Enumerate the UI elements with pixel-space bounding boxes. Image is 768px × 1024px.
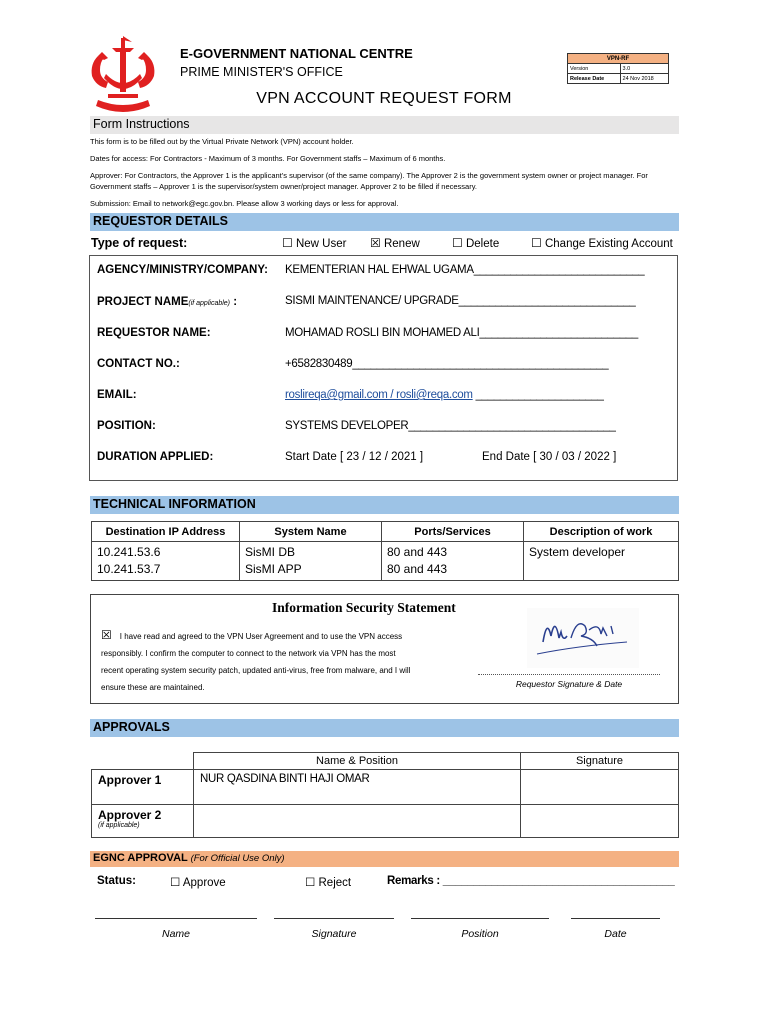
egnc-approval-bar — [90, 851, 679, 867]
table-row — [92, 542, 679, 581]
ports-2: 80 and 443 — [387, 562, 448, 576]
approvals-header-signature: Signature — [521, 753, 679, 770]
form-title: VPN ACCOUNT REQUEST FORM — [256, 90, 512, 107]
system-cell[interactable] — [240, 542, 382, 581]
agreement-checkbox[interactable]: ☒ — [101, 628, 112, 642]
approver1-label: Approver 1 — [92, 770, 194, 805]
egnc-title: EGNC APPROVAL — [93, 852, 188, 864]
option-new-user-label: New User — [295, 238, 347, 250]
tech-header-ports: Ports/Services — [382, 522, 524, 542]
org-name-line1: E-GOVERNMENT NATIONAL CENTRE — [180, 46, 413, 61]
requestor-name-label: REQUESTOR NAME: — [97, 327, 211, 339]
approver2-signature[interactable] — [521, 805, 679, 838]
position-caption: Position — [461, 928, 499, 940]
option-renew-label: Renew — [383, 238, 420, 250]
security-line-2: responsibly. I confirm the computer to connect to the network via VPN has the most — [101, 649, 396, 658]
approvals-table — [91, 752, 679, 838]
instruction-line-2: Dates for access: For Contractors - Maximum of 3 months. For Government staffs – Maximum of 6 months. — [90, 154, 446, 163]
contact-value[interactable]: +6582830489__________________________________________ — [285, 358, 609, 370]
name-line[interactable] — [95, 918, 257, 919]
project-label-colon: : — [230, 296, 238, 308]
email-underline: _____________________ — [475, 389, 604, 401]
signature-line — [478, 674, 660, 675]
system-2: SisMI APP — [245, 562, 302, 576]
option-new-user[interactable] — [282, 236, 346, 250]
position-label: POSITION: — [97, 420, 156, 432]
instructions-heading: Form Instructions — [90, 116, 679, 134]
checkbox-change-account[interactable]: ☐ — [531, 236, 542, 250]
approver2-name[interactable] — [194, 805, 521, 838]
security-line-1: I have read and agreed to the VPN User Agreement and to use the VPN access — [119, 632, 403, 641]
ip-2: 10.241.53.7 — [97, 562, 161, 576]
doc-code: VPN-RF — [568, 54, 669, 64]
type-of-request-label: Type of request: — [91, 236, 188, 250]
project-value[interactable]: SISMI MAINTENANCE/ UPGRADE_____________________________ — [285, 295, 636, 307]
project-label — [97, 296, 237, 308]
option-delete-label: Delete — [465, 238, 500, 250]
option-change-account[interactable] — [531, 236, 673, 250]
requestor-section-title: REQUESTOR DETAILS — [90, 213, 679, 231]
tech-header-ip: Destination IP Address — [92, 522, 240, 542]
security-line-4: ensure these are maintained. — [101, 683, 205, 692]
approver1-signature[interactable] — [521, 770, 679, 805]
project-label-note: (if applicable) — [188, 300, 231, 307]
requestor-signature-image — [527, 608, 639, 668]
date-line[interactable] — [571, 918, 660, 919]
release-label: Release Date — [568, 74, 621, 84]
ports-cell[interactable] — [382, 542, 524, 581]
option-delete[interactable] — [452, 236, 499, 250]
remarks-field[interactable]: Remarks : ______________________________________ — [387, 875, 675, 887]
version-label: Version — [568, 64, 621, 74]
security-statement-title: Information Security Statement — [272, 600, 456, 615]
release-value: 24 Nov 2018 — [620, 74, 668, 84]
checkbox-delete[interactable]: ☐ — [452, 236, 463, 250]
approvals-header-name: Name & Position — [194, 753, 521, 770]
instruction-line-1: This form is to be filled out by the Virtual Private Network (VPN) account holder. — [90, 137, 354, 146]
email-label: EMAIL: — [97, 389, 137, 401]
technical-section-title: TECHNICAL INFORMATION — [90, 496, 679, 514]
signature-caption: Requestor Signature & Date — [515, 679, 623, 689]
approvals-corner — [92, 753, 194, 770]
security-statement-text — [101, 627, 473, 696]
tech-header-system: System Name — [240, 522, 382, 542]
ports-1: 80 and 443 — [387, 545, 448, 559]
project-label-text: PROJECT NAME — [97, 296, 189, 308]
org-name-line2: PRIME MINISTER'S OFFICE — [180, 65, 343, 79]
ip-1: 10.241.53.6 — [97, 545, 161, 559]
contact-label: CONTACT NO.: — [97, 358, 180, 370]
checkbox-renew[interactable]: ☒ — [370, 236, 381, 250]
requestor-name-value[interactable]: MOHAMAD ROSLI BIN MOHAMED ALI__________________________ — [285, 327, 638, 339]
approver2-label: Approver 2 — [98, 808, 162, 822]
table-row — [92, 805, 679, 838]
version-value: 3.0 — [620, 64, 668, 74]
approvals-section-title: APPROVALS — [90, 719, 679, 737]
email-link[interactable]: roslireqa@gmail.com / rosli@reqa.com — [285, 389, 473, 401]
end-date-value[interactable]: End Date [ 30 / 03 / 2022 ] — [482, 451, 617, 463]
option-renew[interactable] — [370, 236, 420, 250]
signature-line-egnc[interactable] — [274, 918, 394, 919]
approver1-name[interactable]: NUR QASDINA BINTI HAJI OMAR — [194, 770, 521, 805]
agency-value[interactable]: KEMENTERIAN HAL EHWAL UGAMA____________________________ — [285, 264, 645, 276]
checkbox-new-user[interactable]: ☐ — [282, 236, 293, 250]
signature-caption-egnc: Signature — [311, 928, 357, 940]
duration-label: DURATION APPLIED: — [97, 451, 214, 463]
instruction-line-3: Approver: For Contractors, the Approver 1 is the applicant’s supervisor (of the same company). The Approver 2 is the government system owner or project manager. For Government staffs – Approver 1 is the supervisor/system owner/project manager. Approver 2 to be filled if necessary. — [90, 171, 648, 191]
technical-table — [91, 521, 679, 581]
position-line[interactable] — [411, 918, 549, 919]
name-caption: Name — [161, 928, 190, 940]
system-1: SisMI DB — [245, 545, 296, 559]
security-line-3: recent operating system security patch, updated anti-virus, free from malware, and I will — [101, 666, 411, 675]
document-reference-table — [567, 53, 669, 84]
email-field[interactable] — [285, 389, 604, 401]
approver2-note: (if applicable) — [98, 822, 140, 829]
agency-label: AGENCY/MINISTRY/COMPANY: — [97, 264, 269, 276]
tech-header-description: Description of work — [524, 522, 679, 542]
instruction-line-4: Submission: Email to network@egc.gov.bn. Please allow 3 working days or less for approval. — [90, 199, 399, 208]
date-caption: Date — [604, 928, 627, 940]
egnc-note: (For Official Use Only) — [190, 853, 285, 864]
approve-checkbox[interactable]: ☐ Approve — [170, 877, 226, 889]
status-label: Status: — [97, 875, 136, 887]
table-row — [92, 770, 679, 805]
approver2-label-cell — [92, 805, 194, 838]
reject-checkbox[interactable]: ☐ Reject — [305, 877, 352, 889]
position-value[interactable]: SYSTEMS DEVELOPER__________________________________ — [285, 420, 616, 432]
ip-cell[interactable] — [92, 542, 240, 581]
description-cell[interactable]: System developer — [524, 542, 679, 581]
start-date-value[interactable]: Start Date [ 23 / 12 / 2021 ] — [285, 451, 424, 463]
option-change-account-label: Change Existing Account — [544, 238, 673, 250]
